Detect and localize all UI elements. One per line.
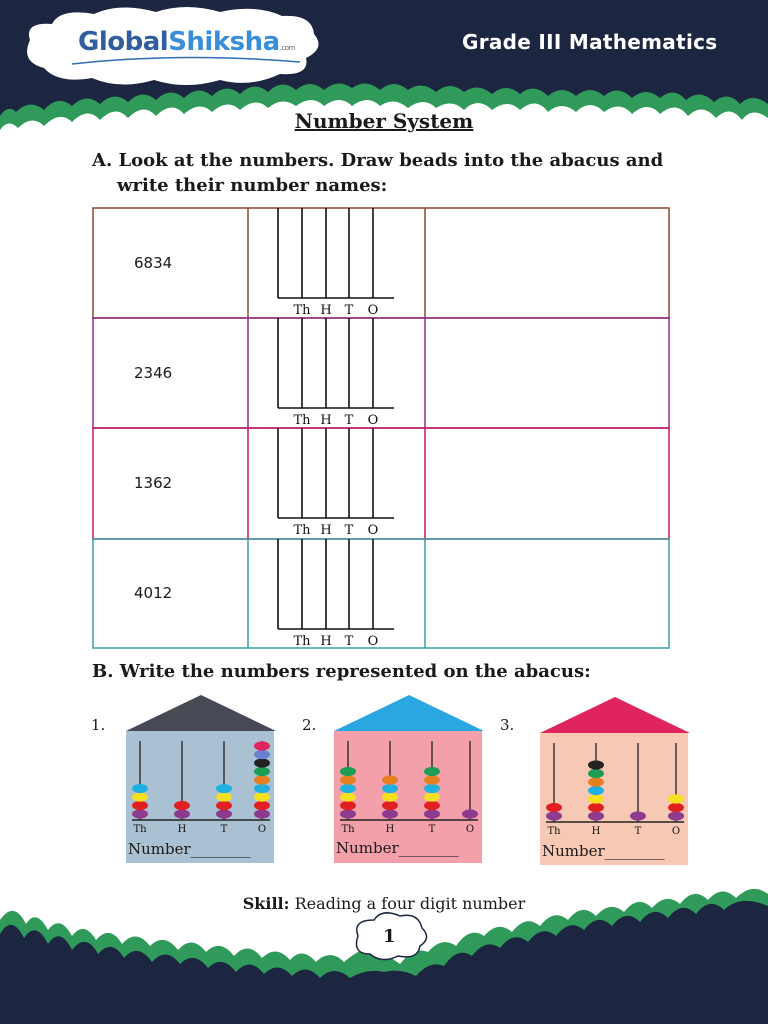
problem-number: 3. — [500, 716, 515, 734]
abacus-bead — [424, 801, 440, 810]
abacus-bead — [254, 792, 270, 801]
abacus-bead — [382, 775, 398, 784]
abacus-bead — [588, 811, 604, 820]
abacus-bead — [254, 775, 270, 784]
rod-label: O — [671, 826, 681, 837]
abacus-bead — [132, 801, 148, 810]
blank-abacus — [278, 539, 394, 649]
grade-label: Grade III Mathematics — [462, 30, 718, 54]
rod-label: T — [428, 824, 436, 835]
rod-label: H — [320, 523, 332, 538]
rod-label: O — [367, 413, 379, 428]
rod-label: Th — [293, 523, 311, 538]
row-number: 1362 — [134, 474, 173, 492]
rod-label: O — [367, 303, 379, 318]
abacus-bead — [546, 811, 562, 820]
abacus-bead — [588, 769, 604, 778]
rod-label: O — [257, 824, 267, 835]
section-b-instruction: B. Write the numbers represented on the abacus: — [92, 661, 591, 682]
abacus-bead — [340, 801, 356, 810]
row-number: 4012 — [134, 584, 173, 602]
abacus-bead — [340, 792, 356, 801]
page-title: Number System — [294, 109, 474, 133]
rod-label: O — [367, 634, 379, 649]
abacus-bead — [588, 786, 604, 795]
rod-label: T — [344, 634, 354, 649]
abacus-bead — [254, 809, 270, 818]
blank-abacus — [278, 318, 394, 428]
rod-label: T — [344, 303, 354, 318]
rod-label: H — [177, 824, 187, 835]
abacus-bead — [546, 803, 562, 812]
rod-label: Th — [133, 824, 147, 835]
abacus-bead — [132, 792, 148, 801]
blank-abacus — [278, 208, 394, 318]
abacus-bead — [174, 801, 190, 810]
rod-label: H — [385, 824, 395, 835]
page-number: 1 — [383, 926, 396, 947]
rod-label: Th — [293, 413, 311, 428]
rod-label: Th — [293, 634, 311, 649]
rod-label: H — [591, 826, 601, 837]
rod-label: T — [634, 826, 642, 837]
abacus-bead — [588, 803, 604, 812]
rod-label: H — [320, 303, 332, 318]
abacus-bead — [668, 803, 684, 812]
abacus-bead — [424, 767, 440, 776]
abacus-bead — [424, 809, 440, 818]
number-answer-line: Number________ — [542, 842, 665, 860]
abacus-bead — [424, 784, 440, 793]
rod-label: T — [344, 413, 354, 428]
rod-label: Th — [293, 303, 311, 318]
abacus-bead — [216, 809, 232, 818]
rod-label: T — [344, 523, 354, 538]
rod-label: Th — [341, 824, 355, 835]
logo: GlobalShiksha.com — [78, 27, 295, 57]
problem-number: 2. — [302, 716, 317, 734]
abacus-bead — [254, 758, 270, 767]
abacus-bead — [216, 784, 232, 793]
abacus-bead — [254, 767, 270, 776]
rod-label: Th — [547, 826, 561, 837]
abacus-bead — [340, 784, 356, 793]
table-grid — [92, 207, 670, 649]
row-number: 2346 — [134, 364, 173, 382]
footer-banner — [0, 880, 768, 1024]
abacus-bead — [668, 811, 684, 820]
abacus-bead — [254, 741, 270, 750]
rod-label: O — [465, 824, 475, 835]
abacus-bead — [340, 775, 356, 784]
rod-label: O — [367, 523, 379, 538]
number-answer-line: Number________ — [336, 839, 459, 857]
abacus-bead — [630, 811, 646, 820]
abacus-bead — [588, 760, 604, 769]
abacus-bead — [254, 784, 270, 793]
abacus-bead — [588, 777, 604, 786]
abacus-bead — [216, 801, 232, 810]
abacus-bead — [462, 809, 478, 818]
abacus-bead — [424, 792, 440, 801]
abacus-bead — [668, 794, 684, 803]
number-answer-line: Number________ — [128, 840, 251, 858]
abacus-bead — [340, 767, 356, 776]
section-a-instruction: A. Look at the numbers. Draw beads into the abacus and write their number names: — [92, 150, 664, 196]
abacus-bead — [132, 809, 148, 818]
abacus-bead — [216, 792, 232, 801]
abacus-bead — [340, 809, 356, 818]
abacus-bead — [254, 801, 270, 810]
rod-label: H — [320, 413, 332, 428]
abacus-bead — [382, 809, 398, 818]
abacus-bead — [588, 794, 604, 803]
rod-label: H — [320, 634, 332, 649]
rod-label: T — [220, 824, 228, 835]
problem-number: 1. — [91, 716, 106, 734]
abacus-bead — [382, 801, 398, 810]
abacus-bead — [132, 784, 148, 793]
abacus-bead — [382, 784, 398, 793]
abacus-bead — [424, 775, 440, 784]
blank-abacus — [278, 428, 394, 538]
abacus-bead — [382, 792, 398, 801]
skill-caption: Skill: Reading a four digit number — [242, 894, 526, 913]
abacus-bead — [254, 750, 270, 759]
abacus-bead — [174, 809, 190, 818]
row-number: 6834 — [134, 254, 173, 272]
abacus-table — [92, 207, 670, 649]
